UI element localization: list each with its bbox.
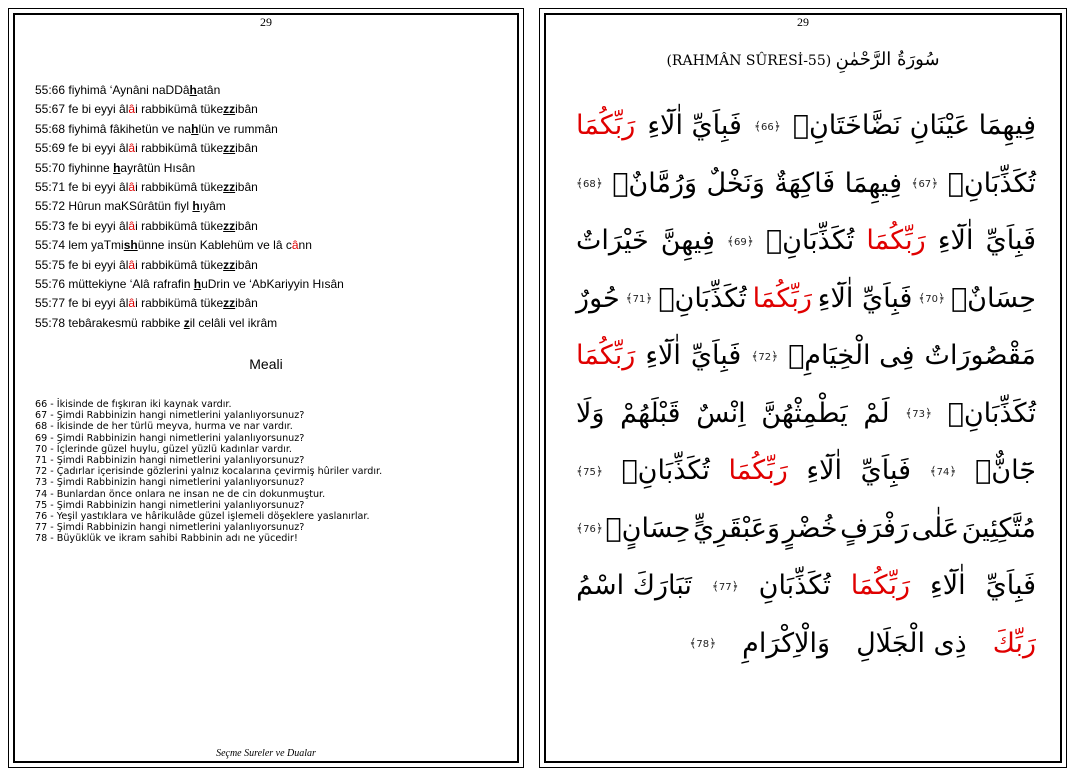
transliteration-segment: zz bbox=[223, 102, 236, 117]
verse-number-marker: ﴿ 75 ﴾ bbox=[576, 464, 603, 478]
arabic-word: تُكَذِّبَانِۚ bbox=[947, 397, 1036, 429]
arabic-word: تُكَذِّبَانِۚ bbox=[947, 167, 1036, 199]
transliteration-segment: â bbox=[128, 257, 136, 272]
meali-line: 77 - Şimdi Rabbinizin hangi nimetlerini yalanlıyorsunuz? bbox=[35, 522, 305, 534]
transliteration-segment: â bbox=[128, 141, 136, 156]
meali-line: 76 - Yeşil yastıklara ve hârikulâde güzel işlemeli döşeklere yaslanırlar. bbox=[35, 511, 370, 523]
arabic-word: اٰلَٓاءِ bbox=[806, 455, 842, 487]
arabic-word: ذِى الْجَلَالِ bbox=[856, 627, 967, 659]
meali-line: 66 - İkisinde de fışkıran iki kaynak vardır. bbox=[35, 399, 232, 410]
transliteration-segment: zz bbox=[223, 180, 236, 195]
verse-number-marker: ﴿ 68 ﴾ bbox=[576, 176, 603, 190]
transliteration-segment: â bbox=[128, 218, 136, 233]
meali-line: 70 - İçlerinde güzel huylu, güzel yüzlü kadınlar vardır. bbox=[35, 443, 292, 455]
arabic-word: وَلَا bbox=[576, 397, 605, 429]
arabic-line bbox=[576, 500, 1036, 558]
meali-block bbox=[35, 399, 515, 545]
transliteration-line bbox=[35, 139, 513, 158]
transliteration-segment: 55:78 tebârakesmü rabbike bbox=[35, 315, 184, 330]
transliteration-line bbox=[35, 275, 513, 294]
verse-number-marker: ﴿ 72 ﴾ bbox=[751, 349, 778, 363]
transliteration-segment: zz bbox=[223, 141, 236, 156]
arabic-word: وَنَخْلٌ bbox=[706, 167, 765, 199]
transliteration-segment: i rabbikümâ tüke bbox=[135, 257, 224, 272]
transliteration-segment: i rabbikümâ tüke bbox=[135, 102, 224, 117]
transliteration-segment: h bbox=[191, 121, 199, 136]
arabic-word: فَبِاَيِّ bbox=[985, 570, 1036, 602]
verse-number-marker: ﴿ 73 ﴾ bbox=[905, 406, 932, 420]
arabic-line bbox=[576, 270, 1036, 328]
transliteration-segment: â bbox=[128, 180, 136, 195]
arabic-line bbox=[576, 442, 1036, 500]
transliteration-segment: 55:73 fe bi eyyi âl bbox=[35, 218, 129, 233]
transliteration-block bbox=[35, 81, 513, 333]
arabic-word: فِيهِمَا عَيْنَانِ نَضَّاخَتَانِۚ bbox=[792, 110, 1036, 142]
verse-number-marker: ﴿ 74 ﴾ bbox=[930, 464, 957, 478]
arabic-word: عَلٰى bbox=[911, 512, 960, 544]
arabic-word: وَالْاِكْرَامِ bbox=[742, 627, 831, 659]
verse-number-marker: ﴿ 78 ﴾ bbox=[689, 636, 716, 650]
arabic-word: تُكَذِّبَانِۚ bbox=[658, 282, 747, 314]
transliteration-segment: 55:66 fiyhimâ ‘Aynâni naDDâ bbox=[35, 83, 190, 97]
transliteration-segment: ibân bbox=[235, 102, 258, 117]
arabic-word: حِسَانٌۚ bbox=[950, 282, 1036, 314]
transliteration-segment: 55:72 Hûrun maKSûrâtün fiyl bbox=[35, 199, 193, 214]
transliteration-segment: atân bbox=[196, 83, 221, 97]
verse-number-marker: ﴿ 67 ﴾ bbox=[911, 176, 938, 190]
arabic-word: يَطْمِثْهُنَّ bbox=[761, 397, 848, 429]
transliteration-segment: lün ve rummân bbox=[198, 121, 278, 136]
right-page-number: 29 bbox=[797, 15, 809, 29]
arabic-word: جَٓانٌّۚ bbox=[975, 455, 1036, 487]
transliteration-segment: â bbox=[291, 238, 299, 253]
book-footer: Seçme Sureler ve Dualar bbox=[216, 748, 316, 759]
transliteration-line bbox=[35, 120, 513, 139]
transliteration-segment: ünne insün Kablehüm ve lâ c bbox=[137, 238, 292, 253]
verse-number-marker: ﴿ 70 ﴾ bbox=[918, 291, 945, 305]
meali-line: 69 - Şimdi Rabbinizin hangi nimetlerini yalanlıyorsunuz? bbox=[35, 432, 305, 444]
arabic-word-highlighted: رَبِّكُمَا bbox=[850, 570, 911, 602]
transliteration-segment: h bbox=[189, 83, 197, 97]
sura-title-arabic: سُورَةُ الرَّحْمٰنِ bbox=[835, 49, 940, 70]
meali-line: 73 - Şimdi Rabbinizin hangi nimetlerini yalanlıyorsunuz? bbox=[35, 477, 305, 489]
arabic-word: تَبَارَكَ اسْمُ bbox=[576, 570, 692, 602]
transliteration-segment: h bbox=[113, 160, 121, 175]
transliteration-line bbox=[35, 159, 513, 178]
arabic-word: فَبِاَيِّ اٰلَٓاءِ bbox=[647, 110, 742, 142]
transliteration-line bbox=[35, 217, 513, 236]
verse-number-marker: ﴿ 76 ﴾ bbox=[576, 521, 603, 535]
arabic-word-highlighted: رَبِّكُمَا bbox=[866, 225, 926, 257]
arabic-word: اٰلَٓاءِ bbox=[937, 225, 974, 257]
arabic-word: فَبِاَيِّ bbox=[860, 455, 912, 487]
arabic-word: اِنْسٌ bbox=[696, 397, 746, 429]
transliteration-segment: i rabbikümâ tüke bbox=[135, 180, 224, 195]
arabic-word: فَاكِهَةٌ bbox=[774, 167, 836, 199]
arabic-word: تُكَذِّبَانِ bbox=[758, 570, 831, 602]
sura-title-latin: (RAHMÂN SÛRESİ-55) bbox=[666, 53, 832, 69]
arabic-word: مُتَّكِئِينَ bbox=[961, 512, 1036, 544]
arabic-line bbox=[576, 557, 1036, 615]
meali-line: 78 - Büyüklük ve ikram sahibi Rabbinin adı ne yücedir! bbox=[35, 533, 298, 545]
arabic-word: فِيهِمَا bbox=[844, 167, 902, 199]
arabic-word: حُورٌ bbox=[576, 282, 620, 314]
transliteration-segment: i rabbikümâ tüke bbox=[135, 218, 224, 233]
arabic-word: خُضْرٍ bbox=[782, 512, 838, 544]
transliteration-segment: 55:69 fe bi eyyi âl bbox=[35, 141, 129, 156]
transliteration-segment: 55:76 müttekiyne ‘Alâ rafrafin bbox=[35, 277, 194, 292]
transliteration-line bbox=[35, 236, 513, 255]
transliteration-segment: h bbox=[192, 199, 200, 214]
arabic-word: لَمْ bbox=[863, 397, 890, 429]
transliteration-segment: i rabbikümâ tüke bbox=[135, 296, 224, 311]
arabic-word: خَيْرَاتٌ bbox=[576, 225, 649, 257]
left-page bbox=[8, 8, 524, 768]
arabic-word: وَرُمَّانٌۚ bbox=[612, 167, 698, 199]
transliteration-segment: ayrâtün Hısân bbox=[120, 160, 196, 175]
transliteration-segment: zz bbox=[223, 296, 236, 311]
meali-line: 74 - Bunlardan önce onlara ne insan ne de cin dokunmuştur. bbox=[35, 488, 326, 500]
transliteration-line bbox=[35, 100, 513, 119]
arabic-word-highlighted: رَبِّكُمَا bbox=[576, 110, 636, 142]
arabic-line bbox=[576, 212, 1036, 270]
transliteration-segment: h bbox=[193, 277, 202, 292]
transliteration-line bbox=[35, 178, 513, 197]
transliteration-segment: ibân bbox=[235, 257, 258, 272]
arabic-word: مَقْصُورَاتٌ bbox=[924, 340, 1036, 372]
transliteration-segment: zz bbox=[223, 257, 236, 272]
transliteration-segment: ibân bbox=[235, 296, 258, 311]
arabic-word-highlighted: رَبِّكَ bbox=[992, 627, 1036, 659]
meali-line: 71 - Şimdi Rabbinizin hangi nimetlerini yalanlıyorsunuz? bbox=[35, 455, 305, 467]
transliteration-line bbox=[35, 81, 513, 100]
arabic-word: حِسَانٍۚ bbox=[605, 512, 691, 544]
arabic-word: فِيهِنَّ bbox=[660, 225, 715, 257]
transliteration-line bbox=[35, 197, 513, 216]
transliteration-segment: il celâli vel ikrâm bbox=[189, 315, 278, 330]
arabic-word: رَفْرَفٍ bbox=[840, 512, 909, 544]
arabic-word: اٰلَٓاءِ bbox=[645, 340, 681, 372]
transliteration-segment: ıyâm bbox=[199, 199, 226, 214]
transliteration-segment: 55:75 fe bi eyyi âl bbox=[35, 257, 129, 272]
right-page bbox=[539, 8, 1067, 768]
verse-number-marker: ﴿ 71 ﴾ bbox=[626, 291, 653, 305]
arabic-word: قَبْلَهُمْ bbox=[620, 397, 681, 429]
verse-number-marker: ﴿ 66 ﴾ bbox=[754, 119, 781, 133]
left-page-number: 29 bbox=[260, 15, 272, 29]
transliteration-segment: z bbox=[183, 315, 190, 330]
sura-title bbox=[540, 49, 1066, 70]
transliteration-segment: 55:77 fe bi eyyi âl bbox=[35, 296, 129, 311]
arabic-word: فَبِاَيِّ bbox=[690, 340, 742, 372]
transliteration-segment: â bbox=[128, 102, 136, 117]
verse-number-marker: ﴿ 69 ﴾ bbox=[727, 234, 754, 248]
meali-line: 75 - Şimdi Rabbinizin hangi nimetlerini yalanlıyorsunuz? bbox=[35, 499, 305, 511]
transliteration-segment: ibân bbox=[235, 218, 258, 233]
arabic-text-block bbox=[576, 97, 1036, 672]
arabic-line bbox=[576, 327, 1036, 385]
transliteration-segment: zz bbox=[223, 218, 236, 233]
arabic-word: تُكَذِّبَانِۚ bbox=[765, 225, 855, 257]
transliteration-segment: sh bbox=[123, 238, 138, 253]
arabic-word: فَبِاَيِّ اٰلَٓاءِ bbox=[817, 282, 913, 314]
meali-line: 67 - Şimdi Rabbinizin hangi nimetlerini yalanlıyorsunuz? bbox=[35, 410, 305, 422]
arabic-word: وَعَبْقَرِيٍّ bbox=[693, 512, 781, 544]
transliteration-segment: 55:70 fiyhinne bbox=[35, 160, 114, 175]
arabic-word: فِى الْخِيَامِۚ bbox=[788, 340, 915, 372]
transliteration-segment: 55:67 fe bi eyyi âl bbox=[35, 102, 129, 117]
transliteration-segment: ibân bbox=[235, 180, 258, 195]
transliteration-line bbox=[35, 314, 513, 333]
transliteration-segment: ibân bbox=[235, 141, 258, 156]
arabic-word: اٰلَٓاءِ bbox=[930, 570, 966, 602]
transliteration-segment: 55:74 lem yaTmi bbox=[35, 238, 124, 253]
arabic-line bbox=[576, 615, 1036, 673]
transliteration-segment: â bbox=[128, 296, 136, 311]
transliteration-segment: nn bbox=[298, 238, 312, 253]
meali-line: 72 - Çadırlar içerisinde gözlerini yalnız kocalarına çevirmiş hûriler vardır. bbox=[35, 466, 383, 478]
transliteration-line bbox=[35, 294, 513, 313]
arabic-line bbox=[576, 385, 1036, 443]
transliteration-segment: uDrin ve ‘AbKariyyin Hısân bbox=[201, 277, 344, 292]
arabic-line bbox=[576, 155, 1036, 213]
transliteration-segment: 55:71 fe bi eyyi âl bbox=[35, 180, 129, 195]
arabic-word-highlighted: رَبِّكُمَا bbox=[752, 282, 812, 314]
arabic-word-highlighted: رَبِّكُمَا bbox=[576, 340, 636, 372]
transliteration-segment: 55:68 fiyhimâ fâkihetün ve na bbox=[35, 121, 192, 136]
verse-number-marker: ﴿ 77 ﴾ bbox=[712, 579, 739, 593]
transliteration-line bbox=[35, 256, 513, 275]
arabic-word-highlighted: رَبِّكُمَا bbox=[728, 455, 788, 487]
arabic-line bbox=[576, 97, 1036, 155]
meali-line: 68 - İkisinde de her türlü meyva, hurma ve nar vardır. bbox=[35, 421, 293, 433]
transliteration-segment: i rabbikümâ tüke bbox=[135, 141, 224, 156]
meali-title: Meali bbox=[249, 356, 283, 372]
arabic-word: فَبِاَيِّ bbox=[985, 225, 1036, 257]
arabic-word: تُكَذِّبَانِۚ bbox=[621, 455, 710, 487]
